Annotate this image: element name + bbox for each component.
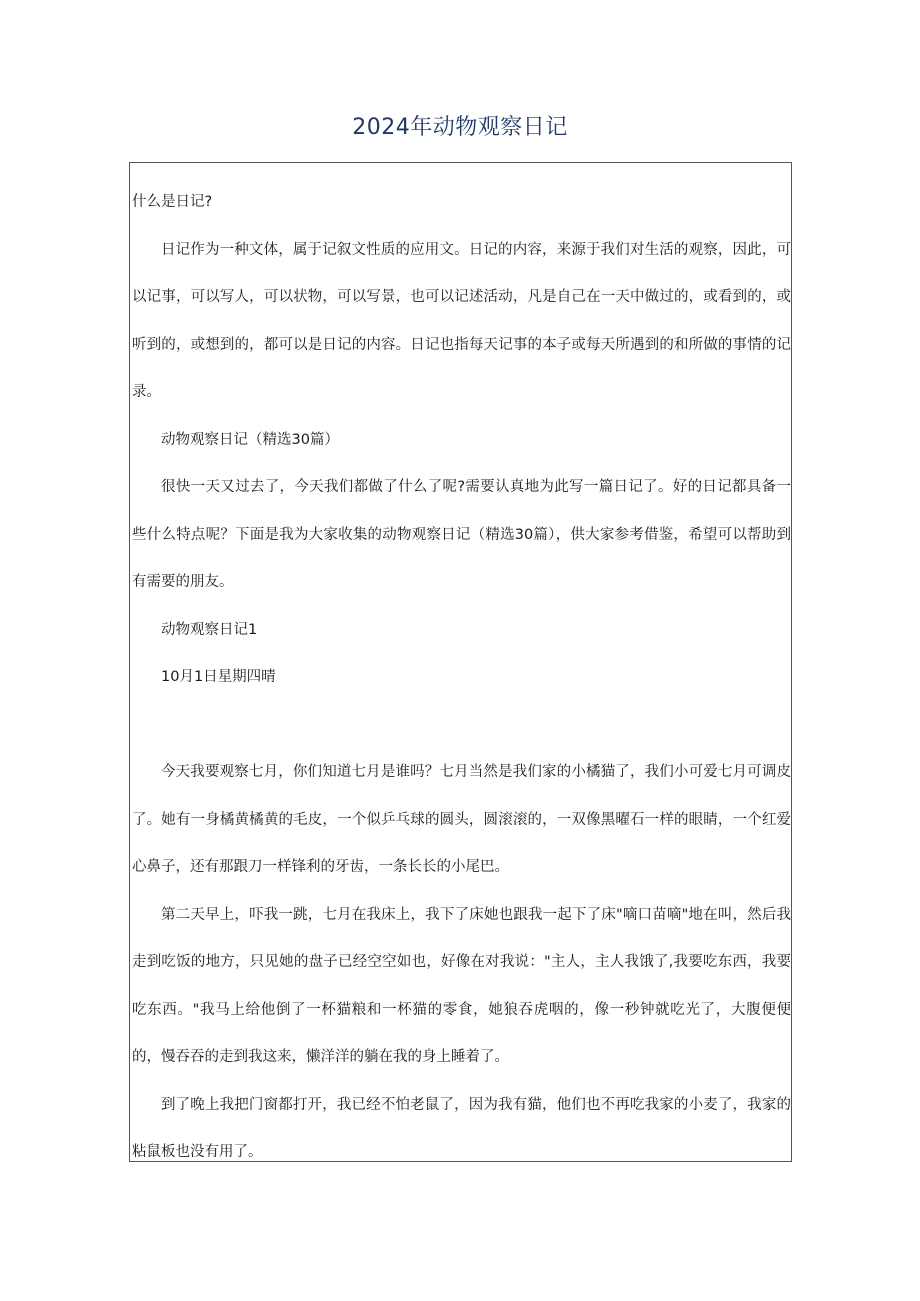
page-title: 2024年动物观察日记 — [352, 115, 568, 140]
definition-paragraph: 日记作为一种文体，属于记叙文性质的应用文。日记的内容，来源于我们对生活的观察，因此，可以记事，可以写人，可以状物，可以写景，也可以记述活动，凡是自己在一天中做过的，或看到的，或听到的，或想到的，都可以是日记的内容。日记也指每天记事的本子或每天所遇到的和所做的事情的记录。 — [132, 241, 791, 400]
diary-paragraph: 到了晚上我把门窗都打开，我已经不怕老鼠了，因为我有猫，他们也不再吃我家的小麦了，我家的粘鼠板也没有用了。 — [132, 1096, 791, 1160]
document-body — [132, 179, 791, 1162]
diary-paragraph: 第二天早上，吓我一跳，七月在我床上，我下了床她也跟我一起下了床"嘀口苗嘀"地在叫，然后我走到吃饭的地方，只见她的盘子已经空空如也，好像在对我说："主人，主人我饿了,我要吃东西，我要吃东西。"我马上给他倒了一杯猫粮和一杯猫的零食，她狼吞虎咽的，像一秒钟就吃光了，大腹便便的，慢吞吞的走到我这来，懒洋洋的躺在我的身上睡着了。 — [132, 906, 791, 1065]
diary-date-line: 10月1日星期四晴 — [161, 669, 276, 685]
diary-paragraph: 今天我要观察七月，你们知道七月是谁吗？七月当然是我们家的小橘猫了，我们小可爱七月可调皮了。她有一身橘黄橘黄的毛皮，一个似乒乓球的圆头，圆滚滚的，一双像黑曜石一样的眼睛，一个红爱心鼻子，还有那跟刀一样锋利的牙齿，一条长长的小尾巴。 — [132, 764, 791, 875]
blank-line — [132, 702, 791, 750]
collection-heading: 动物观察日记（精选30篇） — [161, 431, 339, 448]
intro-paragraph: 很快一天又过去了，今天我们都做了什么了呢?需要认真地为此写一篇日记了。好的日记都具备一些什么特点呢？下面是我为大家收集的动物观察日记（精选30篇），供大家参考借鉴，希望可以帮助到有需要的朋友。 — [132, 479, 791, 590]
document-frame — [129, 162, 792, 1162]
diary-entry-heading: 动物观察日记1 — [161, 621, 258, 638]
question-heading: 什么是日记? — [132, 194, 213, 210]
